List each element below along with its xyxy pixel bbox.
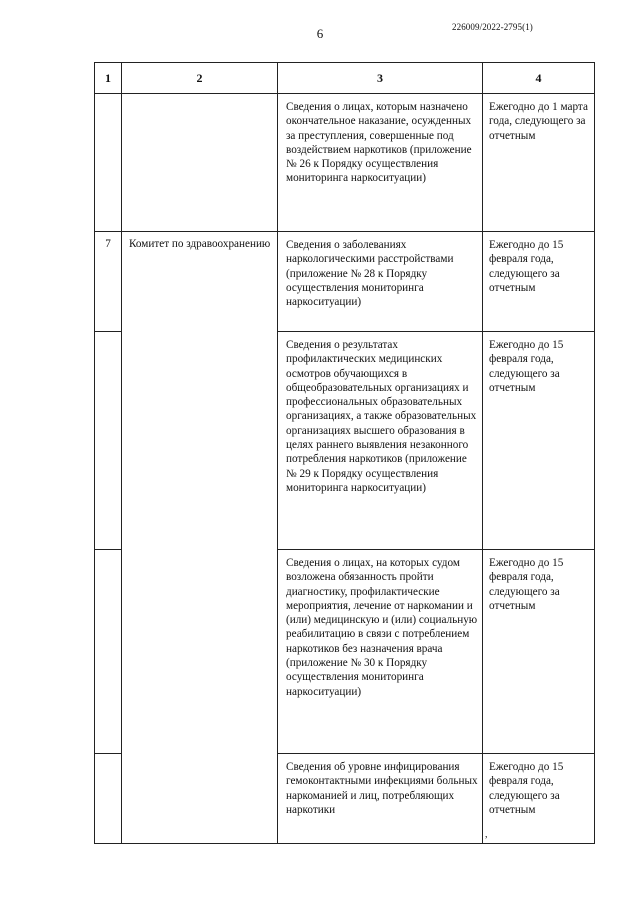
monitoring-table — [94, 62, 595, 844]
deadline-cell: Ежегодно до 1 марта года, следующего за отчетным — [483, 94, 595, 232]
column-header: 1 — [95, 63, 122, 94]
row-number: 7 — [95, 232, 122, 332]
deadline-cell: Ежегодно до 15 февраля года, следующего за отчетным — [483, 332, 595, 550]
information-cell: Сведения о заболеваниях наркологическими расстройствами (приложение № 28 к Порядку осуществления мониторинга наркоситуации) — [278, 232, 483, 332]
table-row — [95, 232, 595, 332]
document-id: 226009/2022-2795(1) — [452, 22, 533, 32]
information-cell: Сведения о лицах, которым назначено окончательное наказание, осужденных за преступления, совершенные под воздействием наркотиков (приложение № 26 к Порядку осуществления мониторинга наркоситуации) — [278, 94, 483, 232]
row-number — [95, 94, 122, 232]
organization-cell — [122, 94, 278, 232]
deadline-cell: Ежегодно до 15 февраля года, следующего за отчетным — [483, 232, 595, 332]
row-number — [95, 332, 122, 550]
information-cell: Сведения об уровне инфицирования гемоконтактными инфекциями больных наркоманией и лиц, потребляющих наркотики — [278, 754, 483, 844]
table-header-row — [95, 63, 595, 94]
organization-cell: Комитет по здравоохранению — [122, 232, 278, 844]
table-row — [95, 94, 595, 232]
information-cell: Сведения о лицах, на которых судом возложена обязанность пройти диагностику, профилактические мероприятия, лечение от наркомании и (или) медицинскую и (или) социальную реабилитацию в связи с потреблением наркотиков без назначения врача (приложение № 30 к Порядку осуществления мониторинга наркоситуации) — [278, 550, 483, 754]
information-cell: Сведения о результатах профилактических медицинских осмотров обучающихся в общеобразовательных организациях и профессиональных образовательных организациях, а также образовательных организациях высшего образования в целях раннего выявления незаконного потребления наркотиков (приложение № 29 к Порядку осуществления мониторинга наркоситуации) — [278, 332, 483, 550]
page-number: 6 — [316, 26, 324, 41]
row-number — [95, 550, 122, 754]
deadline-cell: Ежегодно до 15 февраля года, следующего за отчетным — [483, 754, 595, 844]
column-header: 3 — [278, 63, 483, 94]
stray-mark: , — [485, 829, 488, 840]
column-header: 2 — [122, 63, 278, 94]
column-header: 4 — [483, 63, 595, 94]
row-number — [95, 754, 122, 844]
deadline-cell: Ежегодно до 15 февраля года, следующего за отчетным — [483, 550, 595, 754]
